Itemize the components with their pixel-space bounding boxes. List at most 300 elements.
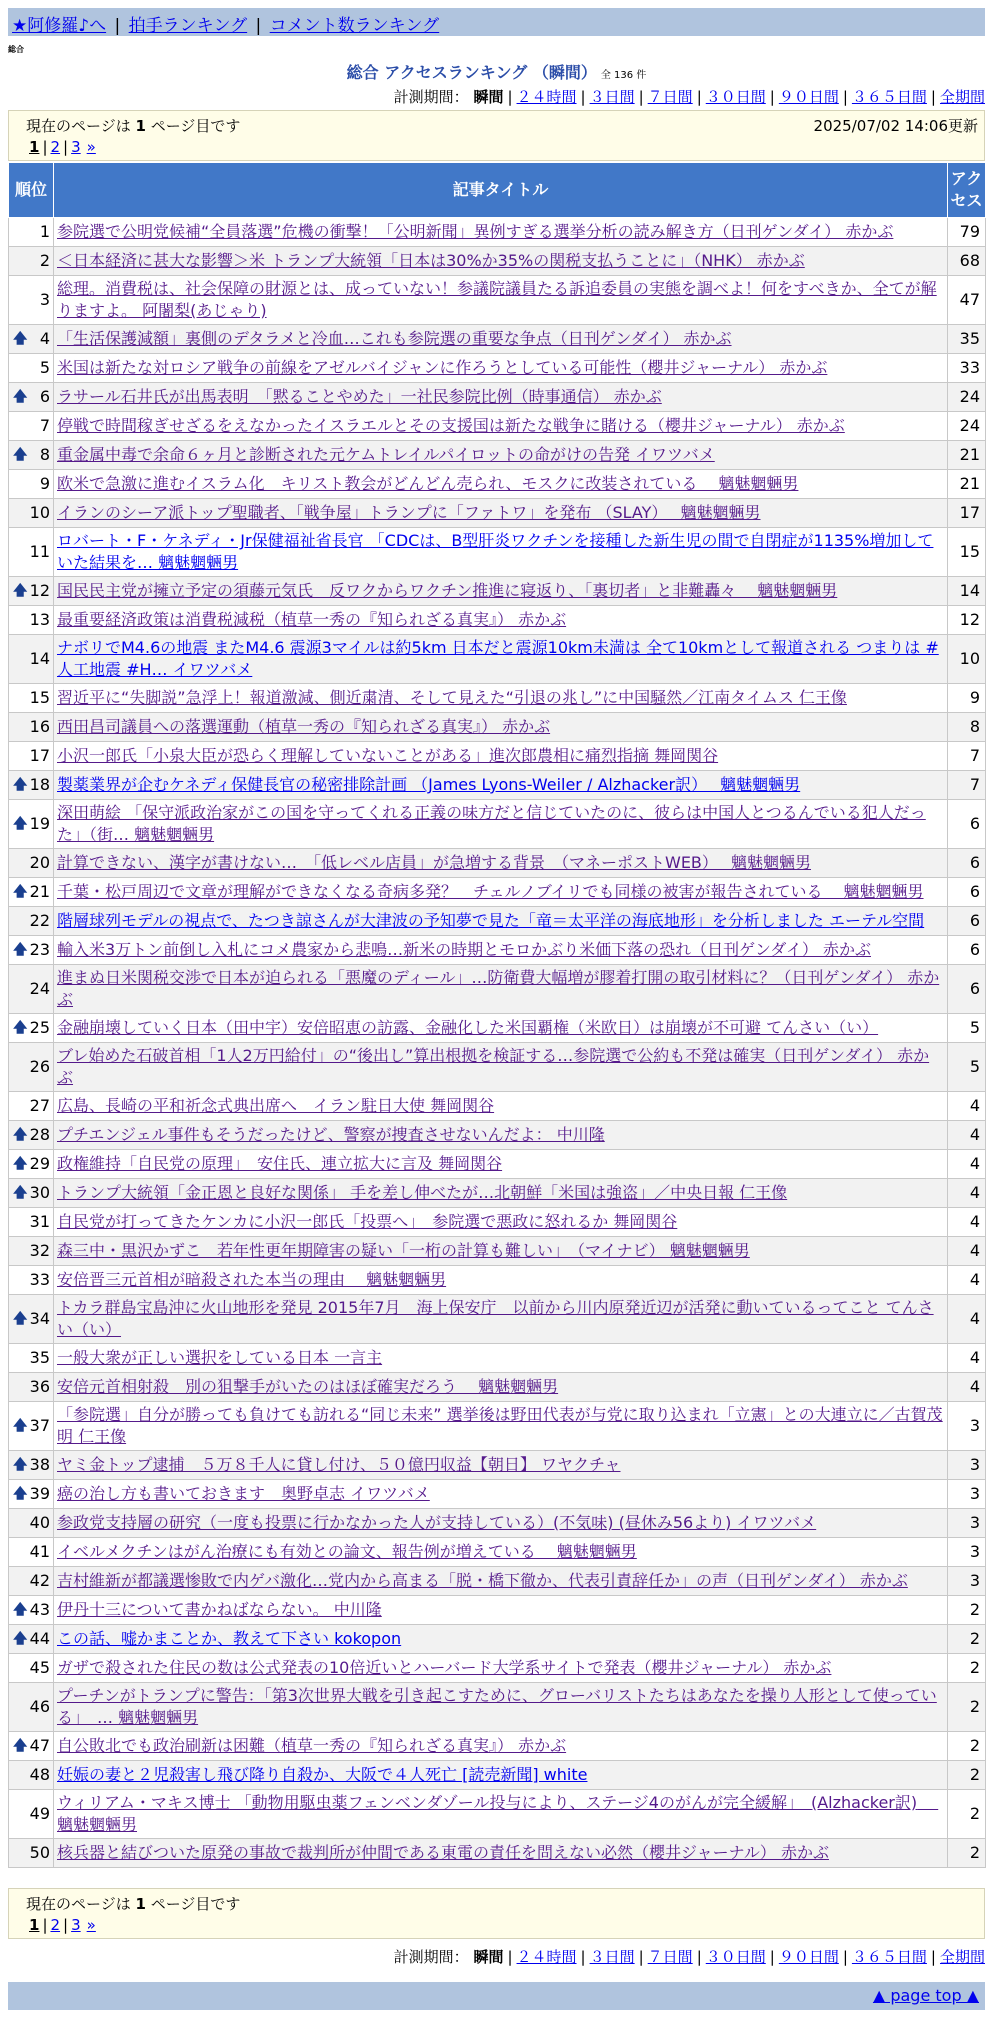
article-link[interactable]: ウィリアム・マキス博士 「動物用駆虫薬フェンベンダゾール投与により、ステージ4のがんが完全緩解」 (Alzhacker訳) 魑魅魍魎男 bbox=[57, 1793, 939, 1834]
rank-number: 15 bbox=[29, 688, 50, 707]
current-page-text: 現在のページは 1 ページ目です bbox=[26, 1895, 241, 1913]
article-link[interactable]: 小沢一郎氏「小泉大臣が恐らく理解していないことがある」進次郎農相に痛烈指摘 舞岡関谷 bbox=[57, 746, 719, 765]
title-cell bbox=[54, 713, 948, 742]
article-link[interactable]: ヤミ金トップ逮捕 ５万８千人に貸し付け、５０億円収益【朝日】 ワヤクチャ bbox=[57, 1455, 621, 1474]
ranking-title-text: 総合 アクセスランキング （瞬間） bbox=[346, 63, 597, 82]
article-link[interactable]: 広島、長崎の平和祈念式典出席へ イラン駐日大使 舞岡関谷 bbox=[57, 1096, 495, 1115]
rank-number: 47 bbox=[29, 1736, 50, 1755]
rank-number: 38 bbox=[29, 1455, 50, 1474]
period-label: 計測期間： bbox=[393, 88, 469, 106]
period-link-30d[interactable]: ３０日間 bbox=[705, 1948, 766, 1966]
table-row bbox=[9, 1208, 986, 1237]
header-access: アクセス bbox=[948, 163, 986, 218]
access-count: 14 bbox=[948, 577, 986, 606]
rank-number: 41 bbox=[29, 1542, 50, 1561]
rank-cell bbox=[9, 606, 54, 635]
rank-cell bbox=[9, 577, 54, 606]
access-count: 5 bbox=[948, 1043, 986, 1092]
title-cell bbox=[54, 383, 948, 412]
access-count: 17 bbox=[948, 499, 986, 528]
access-count: 2 bbox=[948, 1790, 986, 1839]
nav-separator: | bbox=[255, 16, 262, 36]
rank-number: 50 bbox=[29, 1843, 50, 1862]
table-row bbox=[9, 1596, 986, 1625]
rank-cell bbox=[9, 1839, 54, 1868]
title-cell bbox=[54, 247, 948, 276]
title-cell bbox=[54, 742, 948, 771]
title-cell bbox=[54, 936, 948, 965]
article-link[interactable]: 米国は新たな対ロシア戦争の前線をアゼルバイジャンに作ろうとしている可能性（櫻井ジャーナル） 赤かぶ bbox=[57, 358, 828, 377]
table-row bbox=[9, 470, 986, 499]
rank-number: 3 bbox=[39, 290, 50, 309]
table-row bbox=[9, 383, 986, 412]
title-cell bbox=[54, 1266, 948, 1295]
rank-cell bbox=[9, 742, 54, 771]
access-count: 4 bbox=[948, 1344, 986, 1373]
article-link[interactable]: プチエンジェル事件もそうだったけど、警察が捜査させないんだよ： 中川隆 bbox=[57, 1125, 605, 1144]
period-link-all[interactable]: 全期間 bbox=[939, 1948, 985, 1966]
access-count: 7 bbox=[948, 771, 986, 800]
rank-cell bbox=[9, 1373, 54, 1402]
page-link-3[interactable]: 3 bbox=[71, 1916, 81, 1934]
table-row bbox=[9, 1538, 986, 1567]
title-cell bbox=[54, 1208, 948, 1237]
access-count: 4 bbox=[948, 1179, 986, 1208]
article-link[interactable]: 停戦で時間稼ぎせざるをえなかったイスラエルとその支援国は新たな戦争に賭ける（櫻井ジャーナル） 赤かぶ bbox=[57, 416, 845, 435]
rank-cell bbox=[9, 1092, 54, 1121]
rank-number: 1 bbox=[39, 222, 50, 241]
title-cell bbox=[54, 1567, 948, 1596]
rank-cell bbox=[9, 1295, 54, 1344]
access-count: 2 bbox=[948, 1625, 986, 1654]
table-row bbox=[9, 1266, 986, 1295]
title-cell bbox=[54, 1839, 948, 1868]
period-link-90d[interactable]: ９０日間 bbox=[778, 88, 839, 106]
article-link[interactable]: 習近平に“失脚説”急浮上！報道激減、側近粛清、そして見えた“引退の兆し”に中国騒然／江南タイムス 仁王像 bbox=[57, 688, 847, 707]
period-link-24h[interactable]: ２４時間 bbox=[516, 88, 577, 106]
page-link-next[interactable]: » bbox=[86, 138, 96, 156]
table-row bbox=[9, 1625, 986, 1654]
title-cell bbox=[54, 1150, 948, 1179]
access-count: 2 bbox=[948, 1654, 986, 1683]
table-row bbox=[9, 849, 986, 878]
header-title: 記事タイトル bbox=[54, 163, 948, 218]
title-cell bbox=[54, 684, 948, 713]
article-link[interactable]: トカラ群島宝島沖に火山地形を発見 2015年7月 海上保安庁 以前から川内原発近辺が活発に動いているってこと てんさい（い） bbox=[57, 1298, 934, 1339]
rank-number: 17 bbox=[29, 746, 50, 765]
rank-number: 49 bbox=[29, 1804, 50, 1823]
rank-up-arrow-icon: 🡅 bbox=[13, 816, 28, 832]
rank-number: 13 bbox=[29, 610, 50, 629]
access-count: 47 bbox=[948, 276, 986, 325]
access-count: 8 bbox=[948, 713, 986, 742]
access-count: 3 bbox=[948, 1451, 986, 1480]
article-link[interactable]: 欧米で急激に進むイスラム化 キリスト教会がどんどん売られ、モスクに改装されている 魑魅魍魎男 bbox=[57, 474, 799, 493]
access-count: 4 bbox=[948, 1208, 986, 1237]
rank-cell bbox=[9, 713, 54, 742]
period-link-90d[interactable]: ９０日間 bbox=[778, 1948, 839, 1966]
period-link-3d[interactable]: ３日間 bbox=[589, 1948, 635, 1966]
rank-number: 11 bbox=[29, 542, 50, 561]
table-row bbox=[9, 965, 986, 1014]
table-row bbox=[9, 276, 986, 325]
rank-cell bbox=[9, 1761, 54, 1790]
page-links: 1 | 2 | 3 » bbox=[29, 1916, 96, 1934]
article-link[interactable]: 「参院選」自分が勝っても負けても訪れる“同じ未来” 選挙後は野田代表が与党に取り込まれ「立憲」との大連立に／古賀茂明 仁王像 bbox=[57, 1405, 943, 1446]
rank-cell bbox=[9, 1266, 54, 1295]
rank-cell bbox=[9, 383, 54, 412]
access-count: 4 bbox=[948, 1121, 986, 1150]
table-row bbox=[9, 354, 986, 383]
article-link[interactable]: 安倍元首相射殺 別の狙撃手がいたのはほぼ確実だろう 魑魅魍魎男 bbox=[57, 1377, 559, 1396]
rank-up-arrow-icon: 🡅 bbox=[13, 331, 28, 347]
article-link[interactable]: 伊丹十三について書かねばならない。 中川隆 bbox=[57, 1600, 382, 1619]
table-row bbox=[9, 218, 986, 247]
access-count: 9 bbox=[948, 684, 986, 713]
access-count: 2 bbox=[948, 1683, 986, 1732]
article-link[interactable]: 政権維持「自民党の原理」 安住氏、連立拡大に言及 舞岡関谷 bbox=[57, 1154, 503, 1173]
rank-number: 46 bbox=[29, 1697, 50, 1716]
rank-number: 20 bbox=[29, 853, 50, 872]
rank-cell bbox=[9, 1654, 54, 1683]
article-link[interactable]: 核兵器と結びついた原発の事故で裁判所が仲間である東電の責任を問えない必然（櫻井ジャーナル） 赤かぶ bbox=[57, 1843, 829, 1862]
rank-up-arrow-icon: 🡅 bbox=[13, 1185, 28, 1201]
title-cell bbox=[54, 635, 948, 684]
access-count: 6 bbox=[948, 907, 986, 936]
article-link[interactable]: 階層球列モデルの視点で、たつき諒さんが大津波の予知夢で見た「竜＝太平洋の海底地形」を分析しました エーテル空間 bbox=[57, 911, 925, 930]
title-cell bbox=[54, 1509, 948, 1538]
access-count: 2 bbox=[948, 1761, 986, 1790]
title-cell bbox=[54, 1014, 948, 1043]
article-link[interactable]: 国民民主党が擁立予定の須藤元気氏 反ワクからワクチン推進に寝返り、「裏切者」と非難轟々 魑魅魍魎男 bbox=[57, 581, 838, 600]
rank-cell bbox=[9, 1732, 54, 1761]
rank-number: 35 bbox=[29, 1348, 50, 1367]
rank-number: 45 bbox=[29, 1658, 50, 1677]
access-count: 10 bbox=[948, 635, 986, 684]
rank-number: 12 bbox=[29, 581, 50, 600]
article-link[interactable]: 参院選で公明党候補“全員落選”危機の衝撃！「公明新聞」異例すぎる選挙分析の読み解き方（日刊ゲンダイ） 赤かぶ bbox=[57, 222, 894, 241]
article-link[interactable]: 森三中・黒沢かずこ 若年性更年期障害の疑い「一桁の計算も難しい」 （マイナビ） 魑魅魍魎男 bbox=[57, 1241, 750, 1260]
rank-cell bbox=[9, 635, 54, 684]
category-label: 総合 bbox=[8, 45, 24, 54]
title-cell bbox=[54, 1732, 948, 1761]
article-link[interactable]: 癌の治し方も書いておきます 奥野卓志 イワツバメ bbox=[57, 1484, 430, 1503]
current-page-text: 現在のページは 1 ページ目です bbox=[26, 117, 241, 135]
rank-up-arrow-icon: 🡅 bbox=[13, 1127, 28, 1143]
article-link[interactable]: プーチンがトランプに警告：「第3次世界大戦を引き起こすために、グローバリストたちはあなたを操り人形として使っている」 … 魑魅魍魎男 bbox=[57, 1686, 937, 1727]
rank-number: 37 bbox=[29, 1416, 50, 1435]
title-cell bbox=[54, 1480, 948, 1509]
article-link[interactable]: イベルメクチンはがん治療にも有効との論文、報告例が増えている 魑魅魍魎男 bbox=[57, 1542, 637, 1561]
header-rank: 順位 bbox=[9, 163, 54, 218]
rank-cell bbox=[9, 684, 54, 713]
table-row bbox=[9, 1790, 986, 1839]
title-cell bbox=[54, 1121, 948, 1150]
rank-cell bbox=[9, 1567, 54, 1596]
article-link[interactable]: 金融崩壊していく日本（田中宇）安倍昭恵の訪露、金融化した米国覇権（米欧日）は崩壊が不可避 てんさい（い） bbox=[57, 1018, 879, 1037]
rank-up-arrow-icon: 🡅 bbox=[13, 1311, 28, 1327]
title-cell bbox=[54, 1654, 948, 1683]
period-link-7d[interactable]: ７日間 bbox=[647, 1948, 693, 1966]
rank-cell bbox=[9, 1344, 54, 1373]
title-cell bbox=[54, 325, 948, 354]
access-count: 12 bbox=[948, 606, 986, 635]
rank-cell bbox=[9, 936, 54, 965]
period-current: 瞬間 bbox=[473, 88, 504, 106]
access-count: 6 bbox=[948, 936, 986, 965]
rank-up-arrow-icon: 🡅 bbox=[13, 389, 28, 405]
title-cell bbox=[54, 412, 948, 441]
table-row bbox=[9, 907, 986, 936]
title-cell bbox=[54, 1625, 948, 1654]
nav-separator: | bbox=[114, 16, 121, 36]
table-row bbox=[9, 1654, 986, 1683]
table-row bbox=[9, 1179, 986, 1208]
access-count: 3 bbox=[948, 1538, 986, 1567]
article-link[interactable]: 自民党が打ってきたケンカに小沢一郎氏「投票へ」 参院選で悪政に怒れるか 舞岡関谷 bbox=[57, 1212, 678, 1231]
rank-number: 14 bbox=[29, 649, 50, 668]
table-row bbox=[9, 528, 986, 577]
table-row bbox=[9, 713, 986, 742]
rank-number: 30 bbox=[29, 1183, 50, 1202]
article-link[interactable]: 安倍晋三元首相が暗殺された本当の理由 魑魅魍魎男 bbox=[57, 1270, 447, 1289]
access-count: 21 bbox=[948, 470, 986, 499]
article-link[interactable]: 自公敗北でも政治刷新は困難（植草一秀の『知られざる真実』） 赤かぶ bbox=[57, 1736, 567, 1755]
article-link[interactable]: ガザで殺された住民の数は公式発表の10倍近いとハーバード大学系サイトで発表（櫻井ジャーナル） 赤かぶ bbox=[57, 1658, 832, 1677]
ranking-rows bbox=[9, 218, 986, 1868]
period-link-3d[interactable]: ３日間 bbox=[589, 88, 635, 106]
rank-number: 18 bbox=[29, 775, 50, 794]
ranking-title bbox=[0, 60, 993, 83]
access-count: 35 bbox=[948, 325, 986, 354]
rank-cell bbox=[9, 1596, 54, 1625]
rank-number: 2 bbox=[39, 251, 50, 270]
period-link-7d[interactable]: ７日間 bbox=[647, 88, 693, 106]
title-cell bbox=[54, 800, 948, 849]
article-link[interactable]: 一般大衆が正しい選択をしている日本 一言主 bbox=[57, 1348, 383, 1367]
rank-up-arrow-icon: 🡅 bbox=[13, 1602, 28, 1618]
period-link-365d[interactable]: ３６５日間 bbox=[851, 1948, 927, 1966]
period-link-30d[interactable]: ３０日間 bbox=[705, 88, 766, 106]
period-selector-top: 計測期間： 瞬間 | ２４時間 | ３日間 | ７日間 | ３０日間 | ９０日間 | ３６５日間 | 全期間 bbox=[393, 88, 985, 106]
table-row bbox=[9, 1344, 986, 1373]
table-row bbox=[9, 1295, 986, 1344]
access-count: 15 bbox=[948, 528, 986, 577]
rank-number: 42 bbox=[29, 1571, 50, 1590]
title-cell bbox=[54, 878, 948, 907]
table-row bbox=[9, 325, 986, 354]
pager-bottom bbox=[8, 1888, 985, 1939]
access-count: 2 bbox=[948, 1732, 986, 1761]
rank-cell bbox=[9, 1237, 54, 1266]
article-link[interactable]: 製薬業界が企むケネディ保健長官の秘密排除計画 （James Lyons-Weiler / Alzhacker訳） 魑魅魍魎男 bbox=[57, 775, 801, 794]
pager-top bbox=[8, 110, 985, 161]
page-link-next[interactable]: » bbox=[86, 1916, 96, 1934]
rank-number: 36 bbox=[29, 1377, 50, 1396]
access-count: 5 bbox=[948, 1014, 986, 1043]
rank-up-arrow-icon: 🡅 bbox=[13, 942, 28, 958]
access-count: 6 bbox=[948, 965, 986, 1014]
table-row bbox=[9, 771, 986, 800]
ranking-table bbox=[8, 162, 986, 1868]
title-cell bbox=[54, 907, 948, 936]
article-link[interactable]: ロバート・F・ケネディ・Jr保健福祉省長官 「CDCは、B型肝炎ワクチンを接種した新生児の間で自閉症が1135%増加していた結果を… 魑魅魍魎男 bbox=[57, 531, 934, 572]
page-top-link[interactable]: ▲ page top ▲ bbox=[872, 1986, 979, 2005]
rank-cell bbox=[9, 1043, 54, 1092]
rank-number: 39 bbox=[29, 1484, 50, 1503]
rank-cell bbox=[9, 849, 54, 878]
title-cell bbox=[54, 218, 948, 247]
rank-cell bbox=[9, 470, 54, 499]
period-link-365d[interactable]: ３６５日間 bbox=[851, 88, 927, 106]
rank-cell bbox=[9, 1625, 54, 1654]
rank-number: 5 bbox=[39, 358, 50, 377]
rank-cell bbox=[9, 1790, 54, 1839]
table-row bbox=[9, 1150, 986, 1179]
article-link[interactable]: トランプ大統領「金正恩と良好な関係」 手を差し伸べたが…北朝鮮「米国は強盗」／中央日報 仁王像 bbox=[57, 1183, 788, 1202]
rank-number: 19 bbox=[29, 814, 50, 833]
table-row bbox=[9, 1237, 986, 1266]
access-count: 2 bbox=[948, 1596, 986, 1625]
rank-number: 40 bbox=[29, 1513, 50, 1532]
article-link[interactable]: 吉村維新が都議選惨敗で内ゲバ激化…党内から高まる「脱・橋下徹か、代表引責辞任か」の声（日刊ゲンダイ） 赤かぶ bbox=[57, 1571, 908, 1590]
period-link-24h[interactable]: ２４時間 bbox=[516, 1948, 577, 1966]
rank-number: 6 bbox=[39, 387, 50, 406]
access-count: 7 bbox=[948, 742, 986, 771]
title-cell bbox=[54, 1538, 948, 1567]
article-link[interactable]: 西田昌司議員への落選運動（植草一秀の『知られざる真実』） 赤かぶ bbox=[57, 717, 551, 736]
rank-cell bbox=[9, 1014, 54, 1043]
table-row bbox=[9, 247, 986, 276]
rank-cell bbox=[9, 907, 54, 936]
rank-cell bbox=[9, 878, 54, 907]
access-count: 6 bbox=[948, 878, 986, 907]
access-count: 3 bbox=[948, 1480, 986, 1509]
rank-number: 27 bbox=[29, 1096, 50, 1115]
access-count: 6 bbox=[948, 849, 986, 878]
article-link[interactable]: この話、嘘かまことか、教えて下さい kokopon bbox=[57, 1629, 402, 1648]
table-row bbox=[9, 1480, 986, 1509]
title-cell bbox=[54, 1344, 948, 1373]
title-cell bbox=[54, 470, 948, 499]
page-link-3[interactable]: 3 bbox=[71, 138, 81, 156]
rank-number: 34 bbox=[29, 1309, 50, 1328]
table-row bbox=[9, 577, 986, 606]
table-row bbox=[9, 1121, 986, 1150]
access-count: 24 bbox=[948, 412, 986, 441]
rank-cell bbox=[9, 1179, 54, 1208]
table-row bbox=[9, 635, 986, 684]
page-links: 1 | 2 | 3 » bbox=[29, 138, 96, 156]
rank-number: 44 bbox=[29, 1629, 50, 1648]
table-row bbox=[9, 1043, 986, 1092]
article-link[interactable]: ナボリでM4.6の地震 またM4.6 震源3マイルは約5km 日本だと震源10km未満は 全て10kmとして報道される つまりは #人工地震 #H… イワツバメ bbox=[57, 638, 939, 679]
rank-number: 43 bbox=[29, 1600, 50, 1619]
article-link[interactable]: 進まぬ日米関税交渉で日本が迫られる「悪魔のディール」…防衛費大幅増が膠着打開の取引材料に？（日刊ゲンダイ） 赤かぶ bbox=[57, 968, 940, 1009]
access-count: 4 bbox=[948, 1373, 986, 1402]
rank-up-arrow-icon: 🡅 bbox=[13, 884, 28, 900]
article-link[interactable]: ブレ始めた石破首相「1人2万円給付」の“後出し”算出根拠を検証する…参院選で公約も不発は確実（日刊ゲンダイ） 赤かぶ bbox=[57, 1046, 930, 1087]
title-cell bbox=[54, 1179, 948, 1208]
period-current: 瞬間 bbox=[473, 1948, 504, 1966]
table-row bbox=[9, 1014, 986, 1043]
article-link[interactable]: 最重要経済政策は消費税減税（植草一秀の『知られざる真実』） 赤かぶ bbox=[57, 610, 567, 629]
table-row bbox=[9, 1683, 986, 1732]
nav-link-clap-ranking[interactable]: 拍手ランキング bbox=[128, 16, 248, 36]
rank-number: 33 bbox=[29, 1270, 50, 1289]
period-link-all[interactable]: 全期間 bbox=[939, 88, 985, 106]
article-link[interactable]: イランのシーア派トップ聖職者、「戦争屋」トランプに「ファトワ」を発布 （SLAY） 魑魅魍魎男 bbox=[57, 503, 761, 522]
rank-cell bbox=[9, 1480, 54, 1509]
table-row bbox=[9, 499, 986, 528]
rank-number: 21 bbox=[29, 882, 50, 901]
rank-number: 23 bbox=[29, 940, 50, 959]
table-row bbox=[9, 1732, 986, 1761]
title-cell bbox=[54, 1043, 948, 1092]
rank-up-arrow-icon: 🡅 bbox=[13, 447, 28, 463]
page-current: 1 bbox=[29, 138, 40, 156]
nav-link-comment-ranking[interactable]: コメント数ランキング bbox=[269, 16, 440, 36]
table-row bbox=[9, 441, 986, 470]
rank-up-arrow-icon: 🡅 bbox=[13, 1020, 28, 1036]
table-row bbox=[9, 412, 986, 441]
rank-cell bbox=[9, 499, 54, 528]
rank-number: 31 bbox=[29, 1212, 50, 1231]
article-link[interactable]: 参政党支持層の研究（一度も投票に行かなかった人が支持している）(不気味) (昼休み56より) イワツバメ bbox=[57, 1513, 817, 1532]
table-row bbox=[9, 1092, 986, 1121]
article-link[interactable]: 千葉・松戸周辺で文章が理解ができなくなる奇病多発？ チェルノブイリでも同様の被害が報告されている 魑魅魍魎男 bbox=[57, 882, 924, 901]
rank-up-arrow-icon: 🡅 bbox=[13, 583, 28, 599]
article-link[interactable]: 重金属中毒で余命６ヶ月と診断された元ケムトレイルパイロットの命がけの告発 イワツバメ bbox=[57, 445, 715, 464]
article-link[interactable]: ＜日本経済に甚大な影響＞米 トランプ大統領「日本は30%か35%の関税支払うことに」（NHK） 赤かぶ bbox=[57, 251, 805, 270]
access-count: 4 bbox=[948, 1150, 986, 1179]
article-link[interactable]: 総理。消費税は、社会保障の財源とは、成っていない！参議院議員たる訴追委員の実態を調べよ！何をすべきか、全てが解りますよ。 阿闍梨(あじゃり) bbox=[57, 279, 937, 320]
title-cell bbox=[54, 965, 948, 1014]
page-link-2[interactable]: 2 bbox=[50, 1916, 61, 1934]
title-cell bbox=[54, 528, 948, 577]
rank-cell bbox=[9, 247, 54, 276]
table-row bbox=[9, 936, 986, 965]
rank-cell bbox=[9, 800, 54, 849]
page-link-2[interactable]: 2 bbox=[50, 138, 61, 156]
rank-cell bbox=[9, 528, 54, 577]
article-link[interactable]: 妊娠の妻と２児殺害し飛び降り自殺か、大阪で４人死亡 [読売新聞] white bbox=[57, 1765, 588, 1784]
table-row bbox=[9, 1567, 986, 1596]
table-row bbox=[9, 606, 986, 635]
rank-number: 26 bbox=[29, 1057, 50, 1076]
rank-up-arrow-icon: 🡅 bbox=[13, 1738, 28, 1754]
rank-cell bbox=[9, 412, 54, 441]
article-link[interactable]: 輸入米3万トン前倒し入札にコメ農家から悲鳴…新米の時期とモロかぶり米価下落の恐れ（日刊ゲンダイ） 赤かぶ bbox=[57, 940, 871, 959]
access-count: 4 bbox=[948, 1092, 986, 1121]
title-cell bbox=[54, 849, 948, 878]
rank-cell bbox=[9, 325, 54, 354]
rank-cell bbox=[9, 276, 54, 325]
table-row bbox=[9, 1451, 986, 1480]
rank-cell bbox=[9, 354, 54, 383]
rank-cell bbox=[9, 965, 54, 1014]
article-link[interactable]: ラサール石井氏が出馬表明 「黙ることやめた」一社民参院比例（時事通信） 赤かぶ bbox=[57, 387, 662, 406]
article-link[interactable]: 深田萌絵 「保守派政治家がこの国を守ってくれる正義の味方だと信じていたのに、彼らは中国人とつるんでいる犯人だった」（街… 魑魅魍魎男 bbox=[57, 803, 926, 844]
title-cell bbox=[54, 577, 948, 606]
access-count: 24 bbox=[948, 383, 986, 412]
article-link[interactable]: 計算できない、漢字が書けない… 「低レベル店員」が急増する背景 （マネーポストWEB） 魑魅魍魎男 bbox=[57, 853, 811, 872]
nav-link-asyura-home[interactable]: ★阿修羅♪へ bbox=[12, 16, 107, 36]
table-row bbox=[9, 1402, 986, 1451]
rank-up-arrow-icon: 🡅 bbox=[13, 777, 28, 793]
article-link[interactable]: 「生活保護減額」裏側のデタラメと冷血…これも参院選の重要な争点（日刊ゲンダイ） 赤かぶ bbox=[57, 329, 732, 348]
table-row bbox=[9, 1373, 986, 1402]
